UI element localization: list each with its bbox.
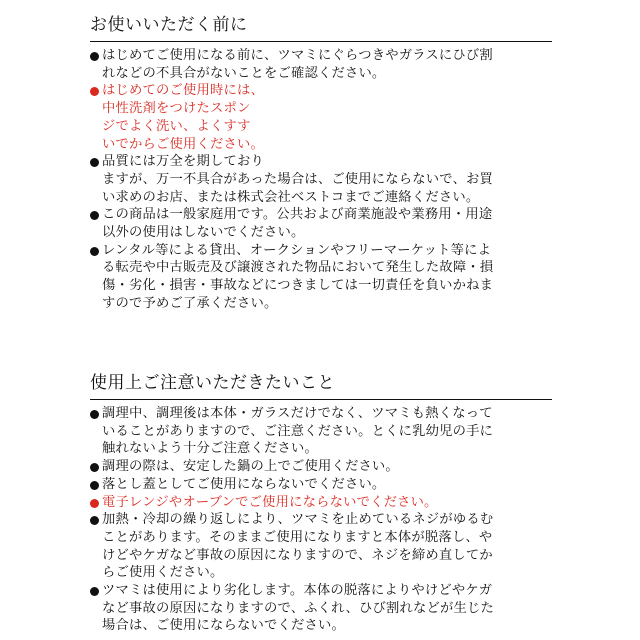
bullet-dot-icon xyxy=(90,587,99,596)
bullet-item xyxy=(90,458,552,476)
item-text-line: らご使用ください。 xyxy=(102,565,224,581)
bullet-dot-icon xyxy=(90,87,99,96)
item-text-line: ことがあります。そのままご使用になりますと本体が脱落し、や xyxy=(102,529,493,545)
item-text-line: レンタル等による貸出、オークションやフリーマーケット等によ xyxy=(102,242,492,258)
item-text-line: れなどの不具合がないことをご確認ください。 xyxy=(102,65,386,81)
bullet-dot-icon xyxy=(90,499,99,508)
bullet-item xyxy=(90,153,552,206)
bullet-item xyxy=(90,494,552,512)
item-text-line: いでからご使用ください。 xyxy=(102,136,264,152)
bullet-dot-icon xyxy=(90,410,99,419)
bullet-dot-icon xyxy=(90,158,99,167)
item-text-line: 中性洗剤をつけたスポン xyxy=(102,101,251,117)
item-text-line: はじめてご使用になる前に、ツマミにぐらつきやガラスにひび割 xyxy=(102,48,493,63)
item-text-line: 場合は、ご使用にならないでください。 xyxy=(102,618,345,634)
item-text-line: 品質には万全を期しており xyxy=(102,154,264,170)
bullet-item xyxy=(90,82,552,153)
section-before-use xyxy=(90,12,552,313)
item-text-line: 落とし蓋としてご使用にならないでください。 xyxy=(102,476,386,492)
item-text-line: はじめてのご使用時には、 xyxy=(102,83,264,99)
item-text-line: ますが、万一不具合があった場合は、ご使用にならないで、お買 xyxy=(102,171,494,187)
item-text-line: ツマミは使用により劣化します。本体の脱落によりやけどやケガ xyxy=(102,583,493,599)
bullet-item xyxy=(90,582,552,635)
bullet-item xyxy=(90,242,552,313)
bullet-item xyxy=(90,47,552,82)
item-text-line: 傷・劣化・損害・事故などにつきましては一切責任を負いかねま xyxy=(102,278,494,294)
item-text-line: 以外の使用はしないでください。 xyxy=(102,225,305,241)
item-text-line: この商品は一般家庭用です。公共および商業施設や業務用・用途 xyxy=(102,207,493,223)
bullet-item xyxy=(90,206,552,241)
bullet-dot-icon xyxy=(90,211,99,220)
item-text-line: る転売や中古販売及び譲渡された物品において発生した故障・損 xyxy=(102,260,494,276)
section-heading: お使いいただく前に xyxy=(90,12,552,42)
section-heading: 使用上ご注意いただきたいこと xyxy=(90,370,552,400)
bullet-dot-icon xyxy=(90,52,99,61)
section-usage-cautions xyxy=(90,370,552,635)
bullet-dot-icon xyxy=(90,481,99,490)
bullet-item xyxy=(90,476,552,494)
bullet-item xyxy=(90,511,552,582)
item-text-line: 触れないよう十分ご注意ください。 xyxy=(102,441,318,457)
item-text-line: など事故の原因になりますので、ふくれ、ひび割れなどが生じた xyxy=(102,600,494,616)
bullet-dot-icon xyxy=(90,516,99,525)
item-text-line: 調理の際は、安定した鍋の上でご使用ください。 xyxy=(102,459,399,475)
item-text-line: けどやケガなど事故の原因になりますので、ネジを締め直してか xyxy=(102,547,493,563)
bullet-dot-icon xyxy=(90,463,99,472)
item-text-line: 調理中、調理後は本体・ガラスだけでなく、ツマミも熱くなって xyxy=(102,406,493,421)
bullet-dot-icon xyxy=(90,247,99,256)
item-text-line: ジでよく洗い、よくすす xyxy=(102,118,251,134)
item-text-line: いることがありますので、ご注意ください。とくに乳幼児の手に xyxy=(102,423,494,439)
item-text-line: い求めのお店、または株式会社ベストコまでご連絡ください。 xyxy=(102,189,480,205)
bullet-item xyxy=(90,405,552,458)
item-text-line: すので予めご了承ください。 xyxy=(102,295,278,311)
item-text-line: 電子レンジやオーブンでご使用にならないでください。 xyxy=(102,494,438,510)
item-text-line: 加熱・冷却の繰り返しにより、ツマミを止めているネジがゆるむ xyxy=(102,512,494,528)
